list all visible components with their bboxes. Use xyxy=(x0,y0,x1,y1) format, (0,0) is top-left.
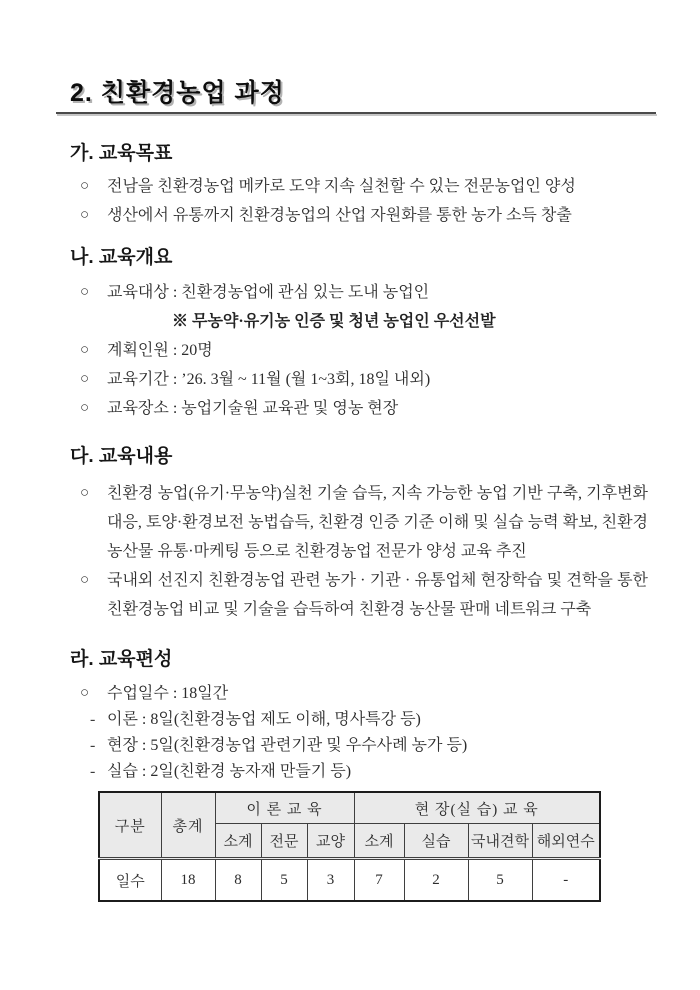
circle-bullet-icon: ○ xyxy=(80,371,90,387)
schedule-table xyxy=(98,791,601,902)
sub-list-item xyxy=(70,733,648,759)
table-header-domestic-tour: 국내견학 xyxy=(468,824,532,859)
table-header-practice: 실습 xyxy=(404,824,468,859)
table-cell-total: 18 xyxy=(161,859,215,902)
list-item xyxy=(70,201,648,230)
page-title: 2. 친환경농업 과정 xyxy=(70,79,285,107)
section-heading: 나. 교육개요 xyxy=(70,247,173,268)
circle-bullet-icon: ○ xyxy=(80,284,90,300)
sub-list-item-text: 이론 : 8일(친환경농업 제도 이해, 명사특강 등) xyxy=(107,711,421,728)
list-item xyxy=(70,680,648,707)
table-header-theory-group: 이 론 교 육 xyxy=(215,792,354,824)
list-item-text: 전남을 친환경농업 메카로 도약 지속 실천할 수 있는 전문농업인 양성 xyxy=(107,178,576,195)
section-education-content xyxy=(70,445,648,624)
circle-bullet-icon: ○ xyxy=(80,400,90,416)
circle-bullet-icon: ○ xyxy=(80,342,90,358)
table-row-label: 일수 xyxy=(99,859,161,902)
circle-bullet-icon: ○ xyxy=(80,572,90,588)
list-item xyxy=(70,394,648,423)
list-item xyxy=(70,172,648,201)
list-item xyxy=(70,566,648,624)
list-item-text: 교육대상 : 친환경농업에 관심 있는 도내 농업인 xyxy=(107,284,430,301)
table-cell-practice: 2 xyxy=(404,859,468,902)
list-item-text: 계획인원 : 20명 xyxy=(107,342,213,359)
list-item xyxy=(70,365,648,394)
sub-list-item-text: 실습 : 2일(친환경 농자재 만들기 등) xyxy=(107,763,352,780)
circle-bullet-icon: ○ xyxy=(80,178,90,194)
title-underline xyxy=(56,112,656,114)
priority-selection-note: ※ 무농약·유기농 인증 및 청년 농업인 우선선발 xyxy=(172,313,496,330)
table-header-gubun: 구분 xyxy=(99,792,161,859)
table-cell-liberal: 3 xyxy=(307,859,354,902)
table-row-days xyxy=(99,859,600,902)
circle-bullet-icon: ○ xyxy=(80,485,90,501)
dash-bullet-icon: - xyxy=(90,737,96,754)
table-cell-theory-subtotal: 8 xyxy=(215,859,261,902)
dash-bullet-icon: - xyxy=(90,763,96,780)
list-item-text: 수업일수 : 18일간 xyxy=(107,685,229,702)
sub-list-item xyxy=(70,759,648,785)
list-item-text: 국내외 선진지 친환경농업 관련 농가 · 기관 · 유통업체 현장학습 및 견학을 통한 친환경농업 비교 및 기술을 습득하여 친환경 농산물 판매 네트워크 구축 xyxy=(107,572,648,618)
circle-bullet-icon: ○ xyxy=(80,207,90,223)
table-header-subtotal-field: 소계 xyxy=(354,824,404,859)
section-heading: 다. 교육내용 xyxy=(70,446,173,467)
section-education-goal xyxy=(70,142,648,230)
bullet-list xyxy=(70,278,648,423)
bullet-list xyxy=(70,172,648,230)
list-item-text: 교육장소 : 농업기술원 교육관 및 영농 현장 xyxy=(107,400,399,417)
dash-bullet-icon: - xyxy=(90,711,96,728)
section-education-overview xyxy=(70,246,648,423)
bullet-list xyxy=(70,479,648,624)
table-header-row-groups xyxy=(99,792,600,824)
list-item-text: 친환경 농업(유기·무농약)실천 기술 습득, 지속 가능한 농업 기반 구축, 기후변화 대응, 토양·환경보전 농법습득, 친환경 인증 기준 이해 및 실습 능력 확보, 친환경 농산물 유통·마케팅 등으로 친환경농업 전문가 양성 교육 추진 xyxy=(107,485,648,560)
list-item-text: 생산에서 유통까지 친환경농업의 산업 자원화를 통한 농가 소득 창출 xyxy=(107,207,572,224)
section-heading: 가. 교육목표 xyxy=(70,143,173,164)
table-header-field-group: 현 장(실 습) 교 육 xyxy=(354,792,600,824)
table-header-overseas-training: 해외연수 xyxy=(532,824,600,859)
sub-list-item-text: 현장 : 5일(친환경농업 관련기관 및 우수사례 농가 등) xyxy=(107,737,468,754)
list-item-text: 교육기간 : ’26. 3월 ~ 11월 (월 1~3회, 18일 내외) xyxy=(107,371,431,388)
list-item xyxy=(70,479,648,566)
table-cell-field-subtotal: 7 xyxy=(354,859,404,902)
schedule-table-wrapper xyxy=(98,791,648,902)
table-cell-overseas-training: - xyxy=(532,859,600,902)
table-header-liberal: 교양 xyxy=(307,824,354,859)
sub-list-item xyxy=(70,707,648,733)
table-cell-specialty: 5 xyxy=(261,859,307,902)
section-heading: 라. 교육편성 xyxy=(70,649,173,670)
list-item xyxy=(70,278,648,307)
table-header-specialty: 전문 xyxy=(261,824,307,859)
bullet-list xyxy=(70,680,648,785)
list-item xyxy=(70,336,648,365)
circle-bullet-icon: ○ xyxy=(80,685,90,701)
table-header-subtotal-theory: 소계 xyxy=(215,824,261,859)
section-education-plan xyxy=(70,648,648,902)
table-cell-domestic-tour: 5 xyxy=(468,859,532,902)
table-header-total: 총계 xyxy=(161,792,215,859)
